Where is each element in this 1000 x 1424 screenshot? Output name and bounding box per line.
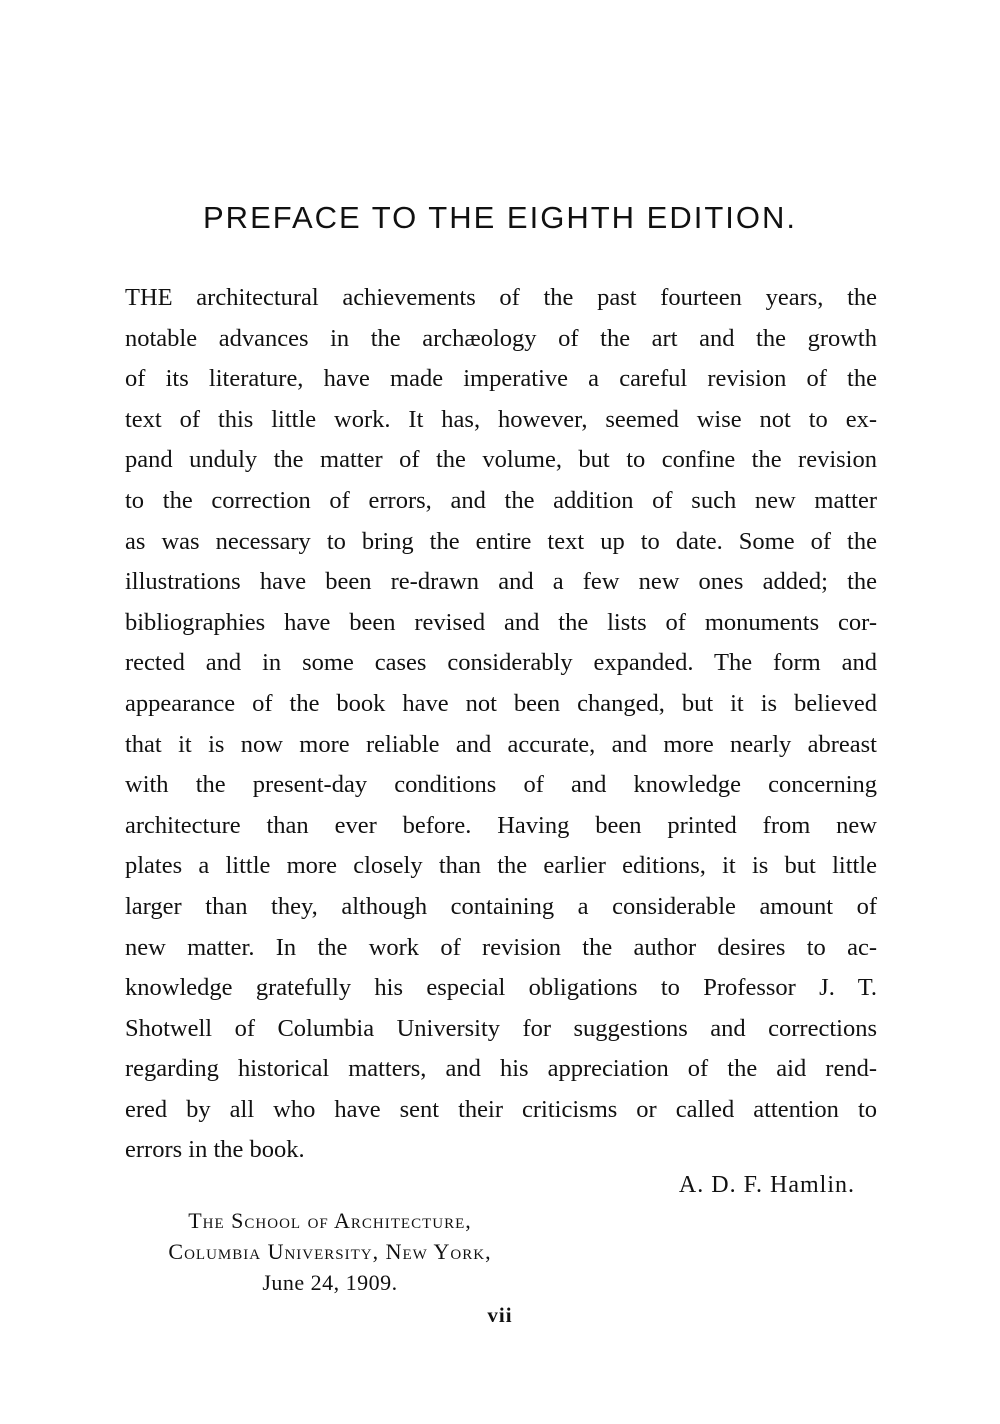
paragraph-line: errors in the book.	[125, 1136, 305, 1164]
paragraph-line: that it is now more reliable and accurate, and more nearly abreast	[125, 730, 877, 758]
paragraph-line: rected and in some cases considerably expanded. The form and	[125, 649, 877, 677]
author-signature: A. D. F. Hamlin.	[678, 1172, 855, 1198]
paragraph-line: to the correction of errors, and the addition of such new matter	[125, 486, 877, 514]
paragraph-line: illustrations have been re-drawn and a few new ones added; the	[125, 568, 877, 596]
paragraph-line: as was necessary to bring the entire text up to date. Some of the	[125, 527, 877, 555]
paragraph-line: ered by all who have sent their criticisms or called attention to	[125, 1095, 877, 1123]
paragraph-line: THE architectural achievements of the past fourteen years, the	[125, 284, 877, 311]
paragraph-line: of its literature, have made imperative a careful revision of the	[125, 365, 877, 393]
paragraph-line: new matter. In the work of revision the author desires to ac-	[125, 933, 877, 961]
page-number: vii	[487, 1303, 513, 1327]
address-line: Columbia University, New York,	[168, 1239, 492, 1264]
paragraph-line: Shotwell of Columbia University for suggestions and corrections	[125, 1014, 877, 1042]
address-block	[120, 1205, 540, 1298]
paragraph-line: bibliographies have been revised and the lists of monuments cor-	[125, 608, 877, 636]
paragraph-line: larger than they, although containing a considerable amount of	[125, 892, 877, 920]
page-title: PREFACE TO THE EIGHTH EDITION.	[203, 200, 797, 235]
paragraph-line: plates a little more closely than the earlier editions, it is but little	[125, 852, 877, 880]
paragraph-line: regarding historical matters, and his appreciation of the aid rend-	[125, 1055, 877, 1083]
paragraph-line: with the present-day conditions of and knowledge concerning	[125, 771, 877, 799]
paragraph-line: knowledge gratefully his especial obligations to Professor J. T.	[125, 974, 877, 1002]
paragraph-line: notable advances in the archæology of the art and the growth	[125, 324, 877, 352]
paragraph-line: architecture than ever before. Having been printed from new	[125, 811, 877, 839]
address-date: June 24, 1909.	[262, 1270, 398, 1295]
paragraph-line: text of this little work. It has, however, seemed wise not to ex-	[125, 405, 877, 433]
address-line: The School of Architecture,	[188, 1208, 472, 1233]
paragraph-line: pand unduly the matter of the volume, but to confine the revision	[125, 446, 877, 474]
preface-paragraph	[125, 278, 877, 1171]
paragraph-line: appearance of the book have not been changed, but it is believed	[125, 689, 877, 717]
